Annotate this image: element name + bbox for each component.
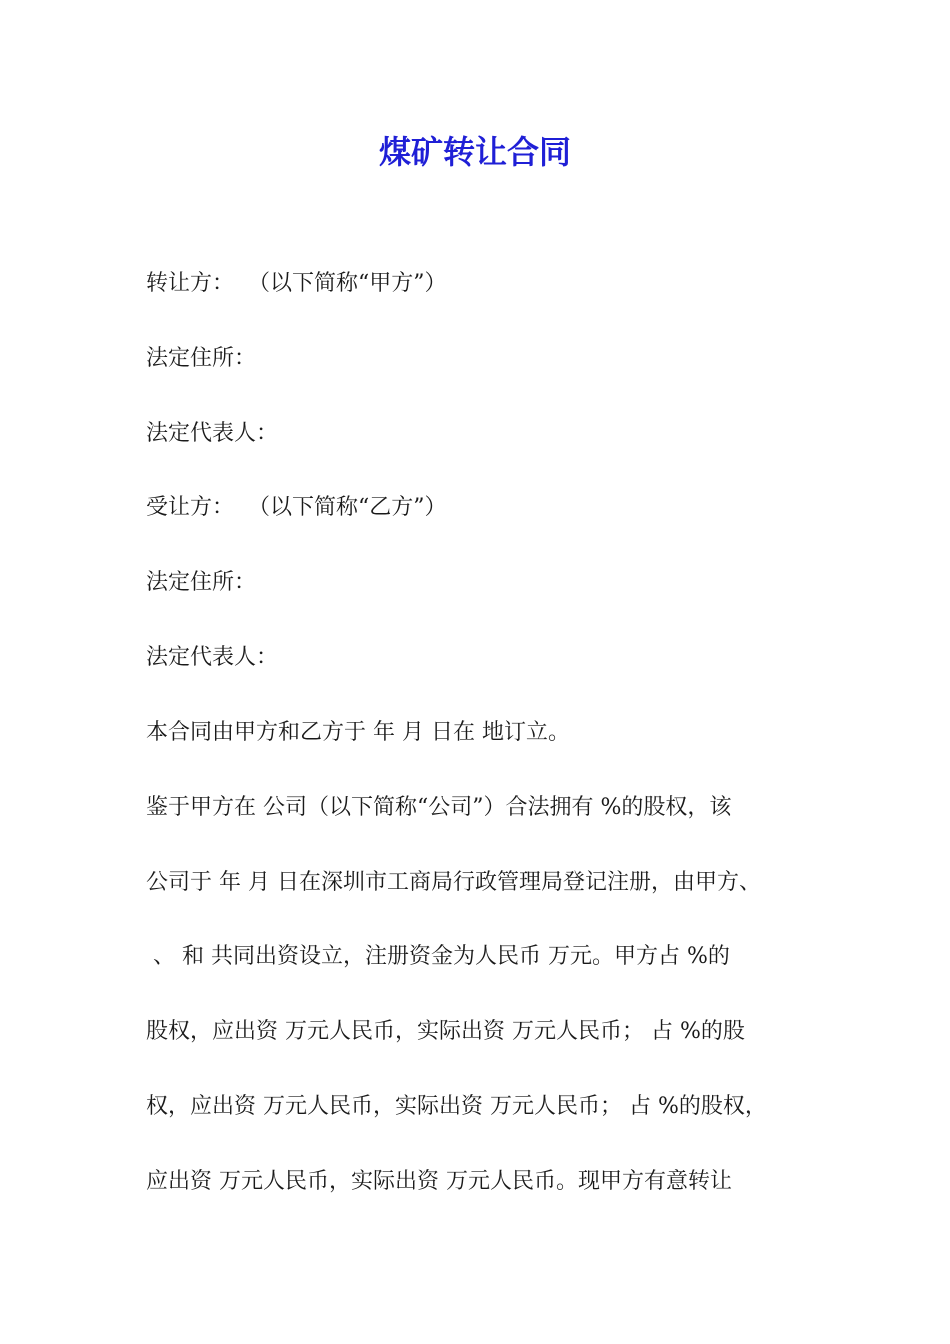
recital-line-1: 鉴于甲方在 公司（以下简称“公司”）合法拥有 %的股权，该 xyxy=(146,795,732,820)
recital-line-5: 权，应出资 万元人民币，实际出资 万元人民币； 占 %的股权， xyxy=(146,1094,767,1119)
transferor-line: 转让方： （以下简称“甲方”） xyxy=(146,271,447,296)
contract-signing-line: 本合同由甲方和乙方于 年 月 日在 地订立。 xyxy=(146,720,570,745)
transferor-address-line: 法定住所： xyxy=(146,346,257,371)
transferee-line: 受让方： （以下简称“乙方”） xyxy=(146,495,447,520)
recital-line-3: 、 和 共同出资设立，注册资金为人民币 万元。甲方占 %的 xyxy=(146,944,730,969)
transferor-representative-line: 法定代表人： xyxy=(146,421,279,446)
transferee-representative-line: 法定代表人： xyxy=(146,645,279,670)
recital-line-2: 公司于 年 月 日在深圳市工商局行政管理局登记注册，由甲方、 xyxy=(146,870,761,895)
recital-line-6: 应出资 万元人民币，实际出资 万元人民币。现甲方有意转让 xyxy=(146,1169,732,1194)
document-title: 煤矿转让合同 xyxy=(378,133,571,171)
transferee-address-line: 法定住所： xyxy=(146,570,257,595)
recital-line-4: 股权，应出资 万元人民币，实际出资 万元人民币； 占 %的股 xyxy=(146,1019,745,1044)
